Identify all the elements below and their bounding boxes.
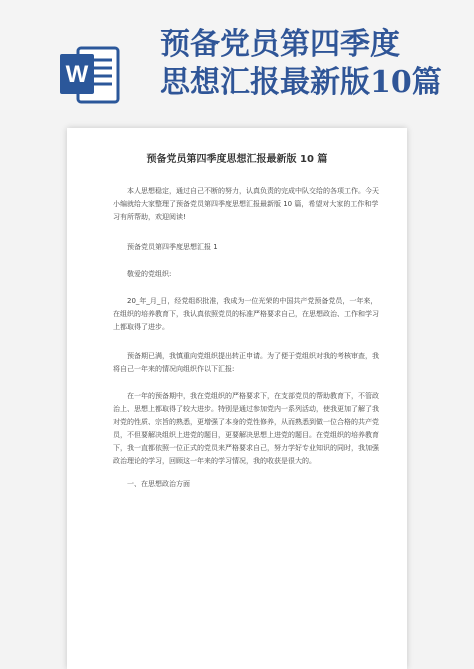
paragraph-1: 20_年_月_日，经党组织批准，我成为一位光荣的中国共产党预备党员，一年来，在组织的培养教育下，我认真依照党员的标准严格要求自己，在思想政治、工作和学习上都取得了进步。 — [113, 297, 379, 331]
banner-title — [160, 26, 460, 102]
banner-title-line1: 预备党员第四季度 — [160, 27, 400, 62]
document-page — [67, 128, 407, 669]
banner-title-line2: 思想汇报最新版10篇 — [160, 65, 442, 100]
banner — [0, 0, 474, 110]
subheading: 一、在思想政治方面 — [127, 480, 190, 488]
section-title: 预备党员第四季度思想汇报 1 — [127, 243, 218, 251]
paragraph-2: 预备期已满，我慎重向党组织提出转正申请。为了便于党组织对我的考核审查，我将自己一年来的情况向组织作以下汇报: — [113, 352, 379, 373]
paragraph-3: 在一年的预备期中，我在党组织的严格要求下，在支部党员的帮助教育下，不管政治上、思想上都取得了较大进步。特别是通过参加党内一系列活动，使我更加了解了我对党的性质、宗旨的熟悉，更增强了本身的党性修养，从而熟悉到做一位合格的共产党员，不但要解决组织上进党的题目，更要解决思想上进党的题目。在党组织的培养教育下，我一直都依照一位正式的党员来严格要求自己，努力学好专业知识的同时，我加强政治理论的学习，回顾这一年来的学习情况，我的收获是很大的。 — [113, 392, 379, 465]
word-document-icon — [60, 42, 120, 108]
document-title: 预备党员第四季度思想汇报最新版 10 篇 — [146, 154, 328, 165]
svg-text:W: W — [65, 61, 89, 88]
salutation: 敬爱的党组织: — [127, 270, 172, 278]
intro-paragraph: 本人思想稳定，通过自己不断的努力，认真负责的完成中队交给的各项工作。今天小编就给大家整理了预备党员第四季度思想汇报最新版 10 篇，希望对大家的工作和学习有所帮助，欢迎阅读! — [113, 187, 379, 221]
